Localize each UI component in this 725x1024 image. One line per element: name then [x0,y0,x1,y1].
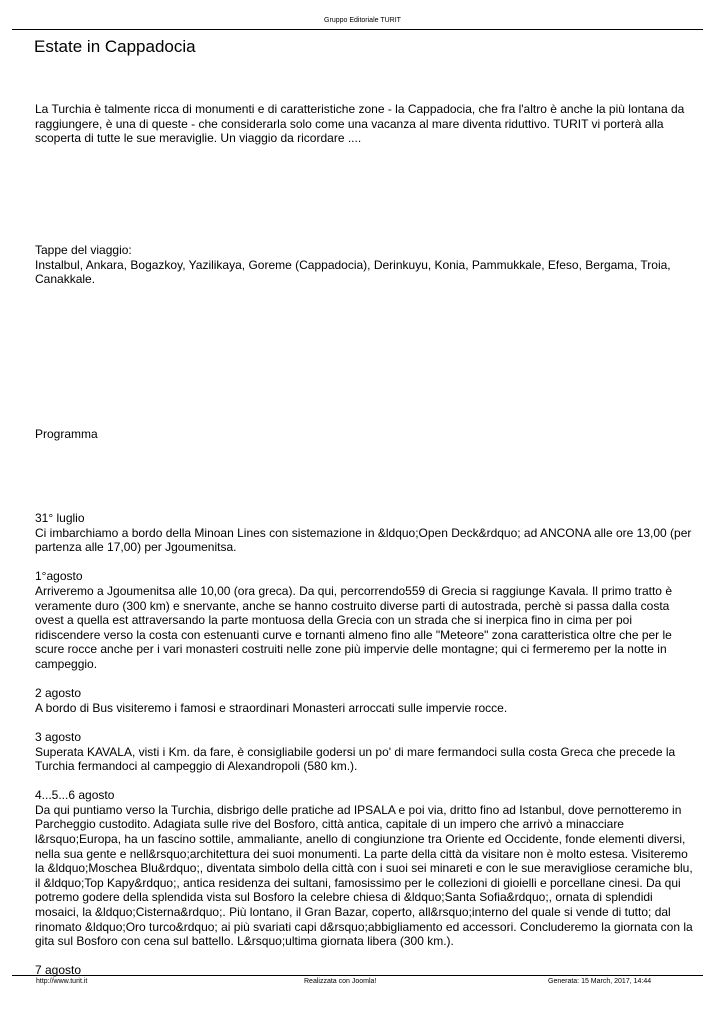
article-title: Estate in Cappadocia [34,37,196,56]
schedule-day-text: Ci imbarchiamo a bordo della Minoan Lines con sistemazione in &ldquo;Open Deck&rdquo; ad ANCONA alle ore 13,00 (per partenza alle 17,00) per Jgoumenitsa. [35,525,692,555]
schedule-day [35,788,693,949]
schedule-day-text: A bordo di Bus visiteremo i famosi e straordinari Monasteri arroccati sulle impervie rocce. [35,700,508,715]
schedule-day-label: 2 agosto [35,686,82,701]
program-schedule [35,511,693,993]
schedule-day [35,569,693,671]
itinerary-stages-list: Instalbul, Ankara, Bogazkoy, Yazilikaya, Goreme (Cappadocia), Derinkuyu, Konia, Pammukkale, Efeso, Bergama, Troia, Canakkale. [35,257,671,287]
article-intro: La Turchia è talmente ricca di monumenti e di caratteristiche zone - la Cappadocia, che fra l'altro è anche la più lontana da raggiungere, è una di queste - che considerarla solo come una vacanza al mare diventa riduttivo. TURIT vi porterà alla scoperta di tutte le sue meraviglie. Un viaggio da ricordare .... [35,102,685,146]
schedule-day-label: 31° luglio [35,511,85,525]
itinerary-stages [35,243,693,287]
schedule-day-text: Da qui puntiamo verso la Turchia, disbrigo delle pratiche ad IPSALA e poi via, dritto fino ad Istanbul, dove pernotteremo in Parcheggio custodito. Adagiata sulle rive del Bosforo, città antica, capitale di un impero che arrivò a minacciare l&rsquo;Europa, ha un fascino sottile, ammaliante, anello di congiunzione tra Oriente ed Occidente, fonde elementi diversi, nella sua gente e nell&rsquo;architettura dei suoi monumenti. La parte della città da visitare non è molto estesa. Visiteremo la &ldquo;Moschea Blu&rdquo;, diventata simbolo della città con i suoi sei minareti e con le sue meravigliose ceramiche blu, il &ldquo;Top Kapy&rdquo;, antica residenza dei sultani, famosissimo per le collezioni di gioielli e porcellane cinesi. Da qui potremo godere della splendida vista sul Bosforo la celebre chiesa di &ldquo;Santa Sofia&rdquo;, ornata di splendidi mosaici, la &ldquo;Cisterna&rdquo;. Più lontano, il Gran Bazar, coperto, all&rsquo;interno del quale si vende di tutto; dal rinomato &ldquo;Oro turco&rdquo; ai più svariati capi d&rsquo;abbigliamento ed accessori. Concluderemo la giornata con la gita sul Bosforo con cena sul battello. L&rsquo;ultima giornata libera (300 km.). [35,802,693,949]
schedule-day [35,686,693,715]
page-header-publisher: Gruppo Editoriale TURIT [324,17,401,24]
page-footer [0,977,725,987]
schedule-day-label: 4...5...6 agosto [35,788,115,803]
footer-generated-date: Generata: 15 March, 2017, 14:44 [548,978,652,985]
schedule-day-label: 7 agosto [35,963,82,978]
schedule-day [35,730,693,774]
schedule-day-label: 3 agosto [35,729,82,744]
itinerary-stages-label: Tappe del viaggio: [35,243,132,257]
program-heading: Programma [35,427,98,441]
schedule-day-label: 1°agosto [35,569,83,584]
schedule-day-text: Arriveremo a Jgoumenitsa alle 10,00 (ora greca). Da qui, percorrendo559 di Grecia si raggiunge Kavala. Il primo tratto è veramente duro (300 km) e snervante, anche se hanno costruito diverse parti di autostrada, perchè si passa dalla costa ovest a quella est attraversando la parte montuosa della Grecia con un strada che si inerpica fino in cima per poi ridiscendere verso la costa con estenuanti curve e tornanti almeno fino alle "Meteore" zona caratteristica oltre che per le scure rocce anche per i vari monasteri costruiti nelle zone più impervie delle montagne; qui ci fermeremo per la notte in campeggio. [35,583,672,671]
header-divider [12,29,703,30]
footer-cms-credit: Realizzata con Joomla! [304,978,377,985]
schedule-day [35,511,693,555]
schedule-day-text: Superata KAVALA, visti i Km. da fare, è consigliabile godersi un po' di mare fermandoci sulla costa Greca che precede la Turchia fermandoci al campeggio di Alexandropoli (580 km.). [35,744,676,774]
footer-divider [12,975,703,976]
footer-site-url[interactable]: http://www.turit.it [36,978,88,985]
